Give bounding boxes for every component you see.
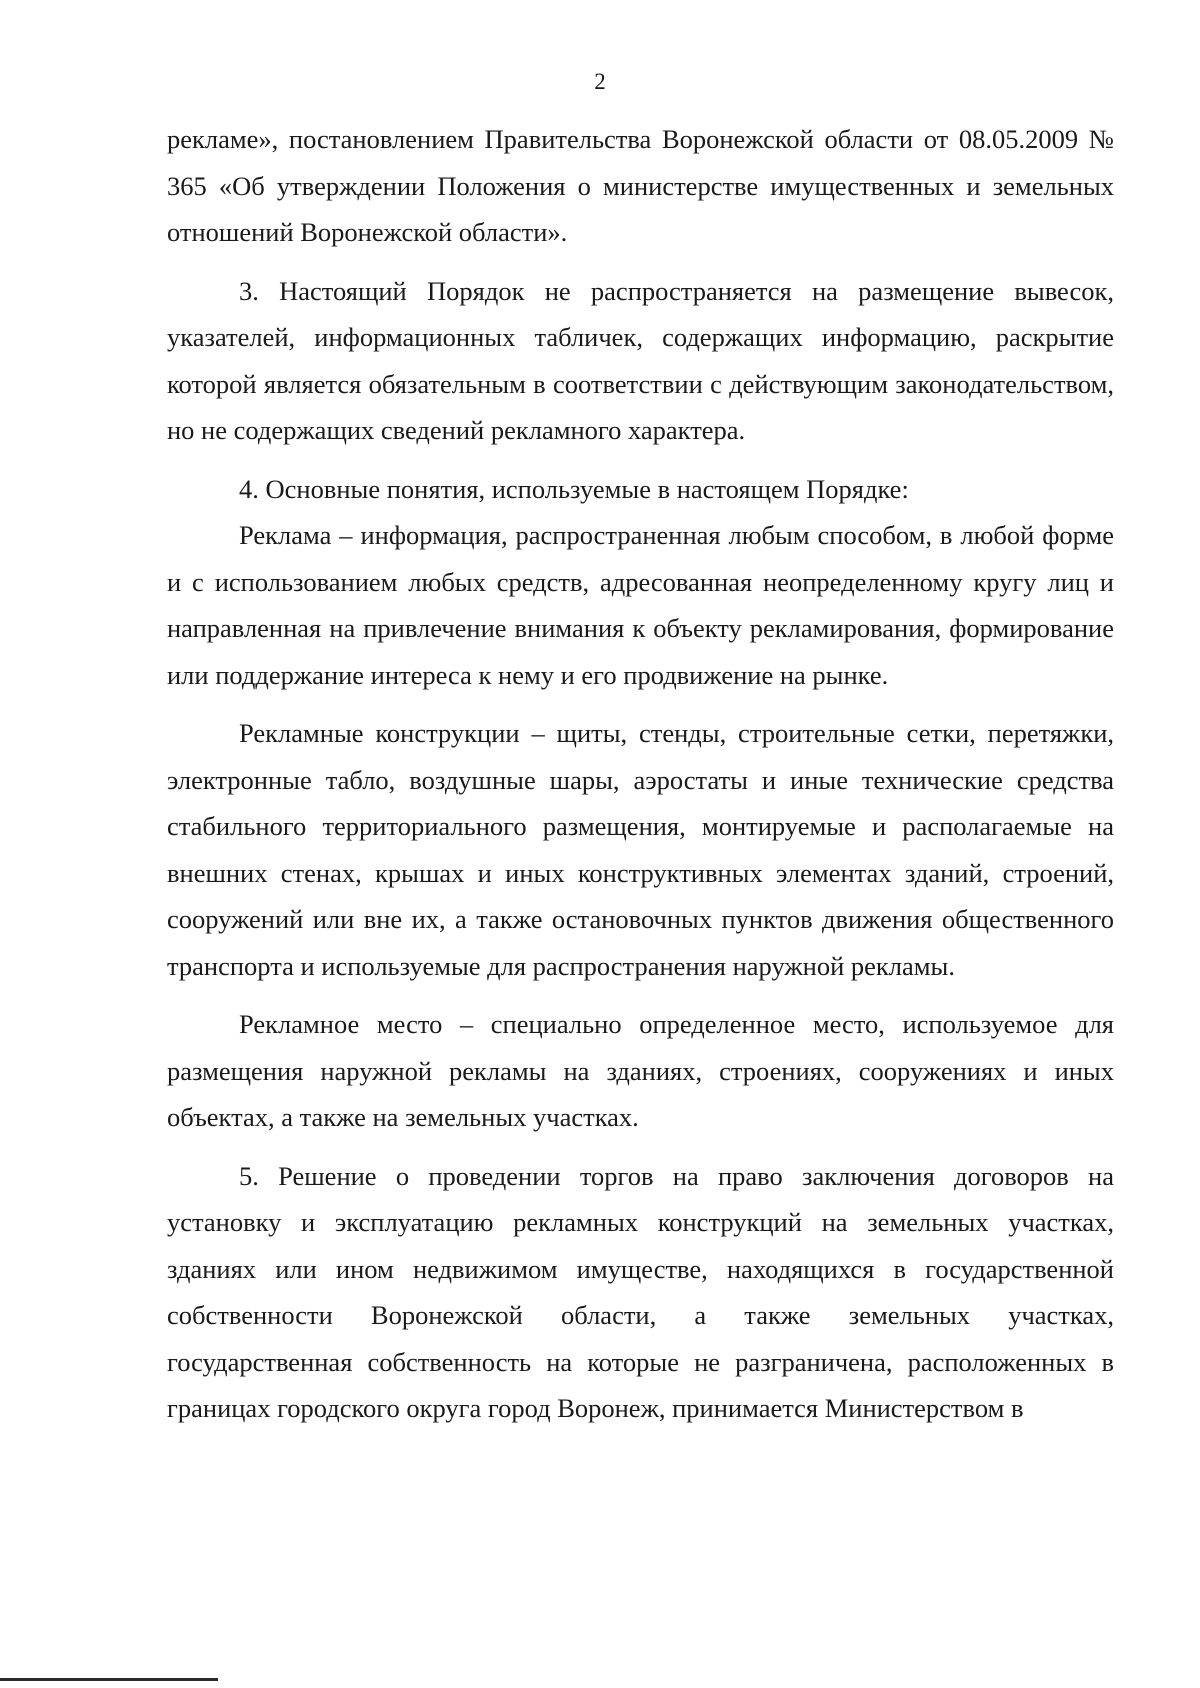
scan-edge-line (0, 1678, 218, 1681)
paragraph-definition-advertising: Реклама – информация, распространенная любым способом, в любой форме и с использованием любых средств, адресованная неопределенному кругу лиц и направленная на привлечение внимания к объекту рекламирования, формирование или поддержание интереса к нему и его продвижение на рынке. (167, 520, 1114, 690)
document-body (167, 116, 1114, 1432)
paragraph-continuation: рекламе», постановлением Правительства Воронежской области от 08.05.2009 № 365 «Об утверждении Положения о министерстве имущественных и земельных отношений Воронежской области». (167, 124, 1114, 247)
page-number: 2 (594, 69, 606, 94)
paragraph-item-5: 5. Решение о проведении торгов на право заключения договоров на установку и эксплуатацию рекламных конструкций на земельных участках, зданиях или ином недвижимом имуществе, находящихся в государственной собственности Воронежской области, а также земельных участках, государственная собственность на которые не разграничена, расположенных в границах городского округа город Воронеж, принимается Министерством в (167, 1160, 1114, 1423)
paragraph-definition-place: Рекламное место – специально определенное место, используемое для размещения наружной рекламы на зданиях, строениях, сооружениях и иных объектах, а также на земельных участках. (167, 1009, 1114, 1132)
paragraph-item-4: 4. Основные понятия, используемые в настоящем Порядке: (239, 473, 909, 504)
paragraph-definition-structures: Рекламные конструкции – щиты, стенды, строительные сетки, перетяжки, электронные табло, воздушные шары, аэростаты и иные технические средства стабильного территориального размещения, монтируемые и располагаемые на внешних стенах, крышах и иных конструктивных элементах зданий, строений, сооружений или вне их, а также остановочных пунктов движения общественного транспорта и используемые для распространения наружной рекламы. (167, 718, 1114, 981)
paragraph-item-3: 3. Настоящий Порядок не распространяется на размещение вывесок, указателей, информационных табличек, содержащих информацию, раскрытие которой является обязательным в соответствии с действующим законодательством, но не содержащих сведений рекламного характера. (167, 275, 1114, 445)
